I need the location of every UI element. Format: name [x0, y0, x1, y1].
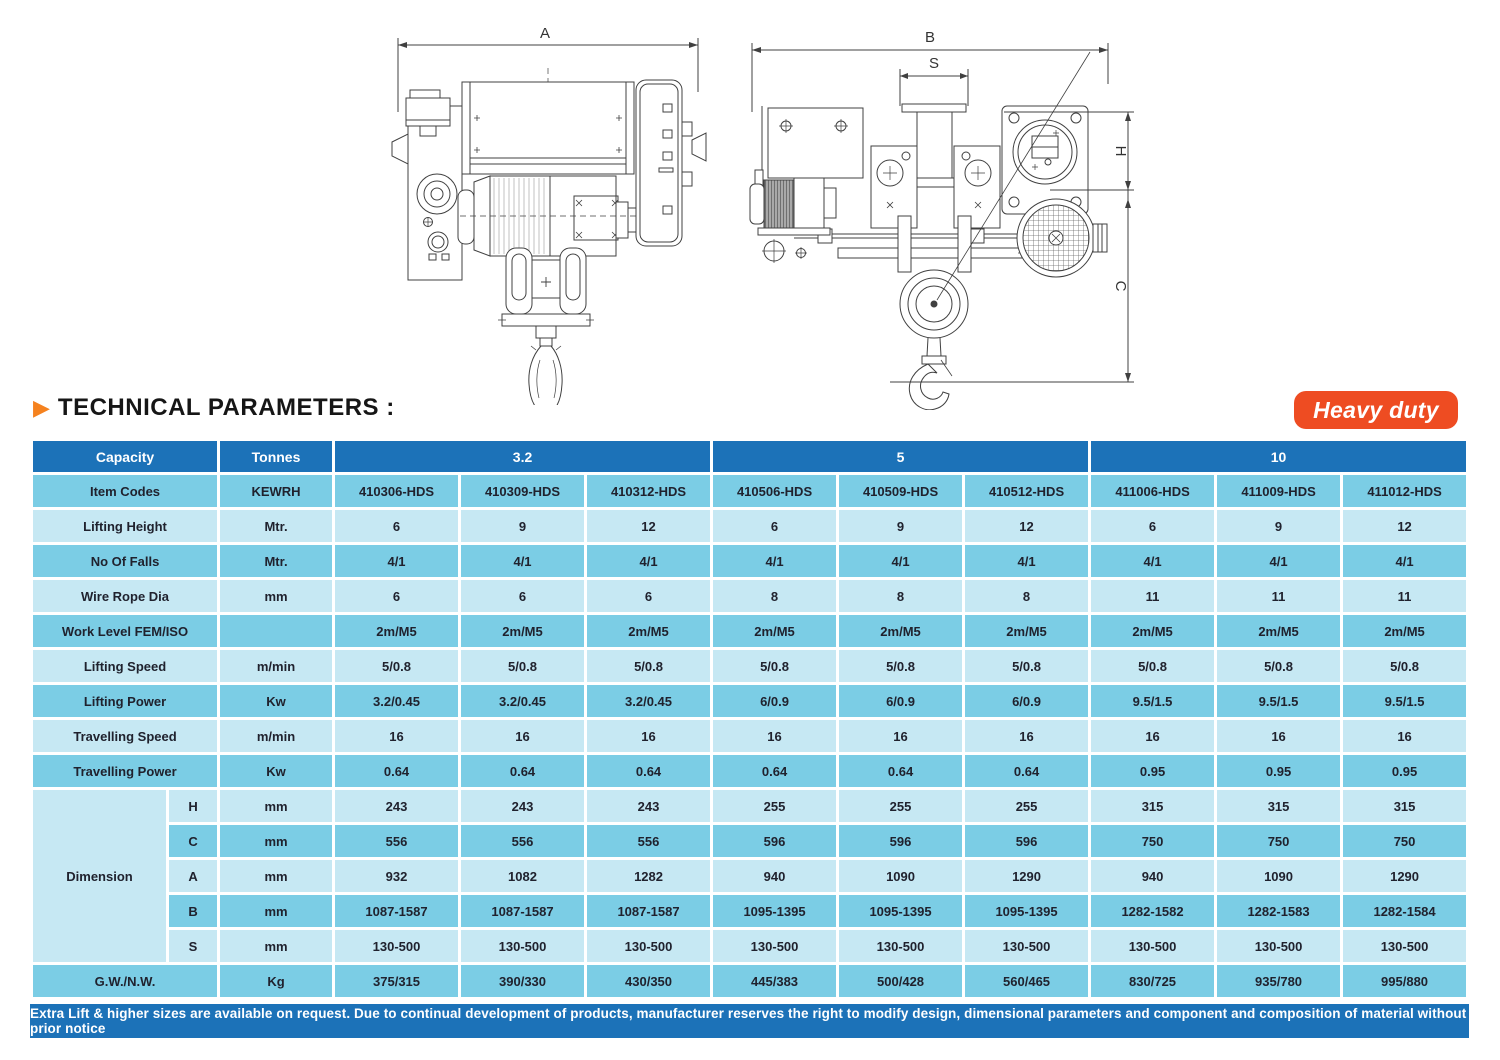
table-cell: 130-500: [1343, 930, 1466, 962]
row-unit: Kw: [220, 755, 332, 787]
table-row: [33, 860, 1466, 892]
table-cell: 3.2/0.45: [461, 685, 584, 717]
table-cell: 935/780: [1217, 965, 1340, 997]
table-cell: 11: [1343, 580, 1466, 612]
row-label: Travelling Speed: [33, 720, 217, 752]
table-cell: 8: [713, 580, 836, 612]
table-cell: 1282-1583: [1217, 895, 1340, 927]
orange-arrow-icon: ▶: [33, 395, 50, 420]
table-cell: 1095-1395: [839, 895, 962, 927]
table-cell: 1082: [461, 860, 584, 892]
table-row: [33, 895, 1466, 927]
table-cell: 9: [461, 510, 584, 542]
table-cell: 1290: [965, 860, 1088, 892]
table-cell: 5/0.8: [839, 650, 962, 682]
table-header-row: [33, 441, 1466, 472]
table-cell: 410509-HDS: [839, 475, 962, 507]
table-cell: 1290: [1343, 860, 1466, 892]
table-cell: 8: [839, 580, 962, 612]
table-cell: 6: [335, 580, 458, 612]
table-cell: 995/880: [1343, 965, 1466, 997]
table-cell: 375/315: [335, 965, 458, 997]
table-row: [33, 755, 1466, 787]
table-cell: 2m/M5: [713, 615, 836, 647]
hoist-front-view-drawing: [390, 20, 720, 405]
table-cell: 1282: [587, 860, 710, 892]
table-cell: 500/428: [839, 965, 962, 997]
table-row: [33, 650, 1466, 682]
table-cell: 255: [965, 790, 1088, 822]
table-cell: 411012-HDS: [1343, 475, 1466, 507]
table-row: [33, 720, 1466, 752]
table-cell: 130-500: [965, 930, 1088, 962]
row-unit: [220, 615, 332, 647]
table-cell: 243: [587, 790, 710, 822]
table-cell: 410312-HDS: [587, 475, 710, 507]
table-cell: 3.2/0.45: [587, 685, 710, 717]
table-row: [33, 545, 1466, 577]
table-cell: 5/0.8: [335, 650, 458, 682]
table-cell: 940: [1091, 860, 1214, 892]
table-cell: 9: [1217, 510, 1340, 542]
table-cell: 130-500: [1217, 930, 1340, 962]
section-title-row: [33, 394, 395, 422]
dim-label-h: H: [1112, 145, 1129, 157]
table-cell: 6/0.9: [713, 685, 836, 717]
row-unit: mm: [220, 860, 332, 892]
header-capacity: Capacity: [33, 441, 217, 472]
table-cell: 4/1: [713, 545, 836, 577]
dimension-label: Dimension: [33, 790, 166, 962]
table-cell: 0.64: [335, 755, 458, 787]
table-cell: 0.64: [965, 755, 1088, 787]
row-unit: Mtr.: [220, 545, 332, 577]
row-label: Travelling Power: [33, 755, 217, 787]
table-cell: 130-500: [335, 930, 458, 962]
technical-parameters-table: [30, 438, 1469, 1000]
table-cell: 2m/M5: [1217, 615, 1340, 647]
table-cell: 6: [461, 580, 584, 612]
table-row: [33, 580, 1466, 612]
header-group-3-2: 3.2: [335, 441, 710, 472]
table-cell: 255: [713, 790, 836, 822]
table-cell: 410306-HDS: [335, 475, 458, 507]
table-row: [33, 685, 1466, 717]
table-cell: 390/330: [461, 965, 584, 997]
table-cell: 750: [1217, 825, 1340, 857]
dim-label-s: S: [928, 55, 940, 72]
row-label: Lifting Height: [33, 510, 217, 542]
hoist-side-view-drawing: [738, 20, 1138, 410]
table-cell: 130-500: [461, 930, 584, 962]
table-cell: 445/383: [713, 965, 836, 997]
table-cell: 596: [839, 825, 962, 857]
row-sublabel: C: [169, 825, 217, 857]
table-row: [33, 510, 1466, 542]
table-cell: 0.95: [1217, 755, 1340, 787]
table-cell: 9.5/1.5: [1343, 685, 1466, 717]
table-cell: 315: [1343, 790, 1466, 822]
table-body: [33, 475, 1466, 997]
table-cell: 12: [587, 510, 710, 542]
table-cell: 12: [1343, 510, 1466, 542]
table-cell: 410506-HDS: [713, 475, 836, 507]
table-cell: 130-500: [839, 930, 962, 962]
table-cell: 1087-1587: [587, 895, 710, 927]
table-cell: 4/1: [1343, 545, 1466, 577]
table-cell: 255: [839, 790, 962, 822]
table-row: [33, 965, 1466, 997]
table-cell: 0.64: [713, 755, 836, 787]
table-cell: 130-500: [713, 930, 836, 962]
header-group-10: 10: [1091, 441, 1466, 472]
row-unit: mm: [220, 790, 332, 822]
table-cell: 4/1: [965, 545, 1088, 577]
table-cell: 411009-HDS: [1217, 475, 1340, 507]
table-cell: 3.2/0.45: [335, 685, 458, 717]
table-cell: 16: [1217, 720, 1340, 752]
table-cell: 1095-1395: [713, 895, 836, 927]
row-unit: Kw: [220, 685, 332, 717]
table-cell: 16: [1343, 720, 1466, 752]
table-cell: 5/0.8: [965, 650, 1088, 682]
table-cell: 2m/M5: [839, 615, 962, 647]
row-label: Lifting Power: [33, 685, 217, 717]
table-cell: 940: [713, 860, 836, 892]
row-label: Wire Rope Dia: [33, 580, 217, 612]
table-wrapper: [30, 438, 1469, 1000]
table-cell: 0.64: [587, 755, 710, 787]
row-unit: mm: [220, 930, 332, 962]
table-cell: 16: [587, 720, 710, 752]
table-cell: 16: [965, 720, 1088, 752]
table-cell: 315: [1217, 790, 1340, 822]
table-cell: 4/1: [839, 545, 962, 577]
table-cell: 2m/M5: [965, 615, 1088, 647]
table-cell: 6/0.9: [839, 685, 962, 717]
table-cell: 5/0.8: [1343, 650, 1466, 682]
table-cell: 0.95: [1091, 755, 1214, 787]
row-unit: Mtr.: [220, 510, 332, 542]
heavy-duty-badge: [1294, 391, 1458, 429]
table-cell: 4/1: [587, 545, 710, 577]
table-cell: 6: [713, 510, 836, 542]
table-cell: 5/0.8: [713, 650, 836, 682]
table-cell: 0.95: [1343, 755, 1466, 787]
table-cell: 9.5/1.5: [1091, 685, 1214, 717]
table-cell: 560/465: [965, 965, 1088, 997]
table-cell: 932: [335, 860, 458, 892]
table-cell: 2m/M5: [461, 615, 584, 647]
table-cell: 410309-HDS: [461, 475, 584, 507]
table-cell: 5/0.8: [1217, 650, 1340, 682]
header-group-5: 5: [713, 441, 1088, 472]
row-label: Work Level FEM/ISO: [33, 615, 217, 647]
table-cell: 16: [1091, 720, 1214, 752]
table-cell: 4/1: [335, 545, 458, 577]
table-cell: 1282-1582: [1091, 895, 1214, 927]
row-unit: KEWRH: [220, 475, 332, 507]
table-cell: 9.5/1.5: [1217, 685, 1340, 717]
row-unit: mm: [220, 825, 332, 857]
row-unit: mm: [220, 580, 332, 612]
table-cell: 315: [1091, 790, 1214, 822]
table-cell: 4/1: [461, 545, 584, 577]
table-cell: 8: [965, 580, 1088, 612]
row-sublabel: H: [169, 790, 217, 822]
table-cell: 6: [335, 510, 458, 542]
table-cell: 130-500: [587, 930, 710, 962]
dim-label-c: C: [1112, 280, 1129, 292]
table-cell: 16: [461, 720, 584, 752]
footnote-bar: Extra Lift & higher sizes are available on request. Due to continual development of products, manufacturer reserves the right to modify design, dimensional parameters and component and composition of material without prior notice: [30, 1004, 1469, 1038]
table-cell: 750: [1343, 825, 1466, 857]
table-cell: 6/0.9: [965, 685, 1088, 717]
table-cell: 556: [461, 825, 584, 857]
row-sublabel: A: [169, 860, 217, 892]
table-cell: 6: [587, 580, 710, 612]
table-cell: 5/0.8: [587, 650, 710, 682]
table-cell: 411006-HDS: [1091, 475, 1214, 507]
table-cell: 0.64: [839, 755, 962, 787]
table-cell: 750: [1091, 825, 1214, 857]
table-cell: 430/350: [587, 965, 710, 997]
table-cell: 12: [965, 510, 1088, 542]
table-cell: 1090: [839, 860, 962, 892]
table-cell: 16: [713, 720, 836, 752]
table-cell: 2m/M5: [335, 615, 458, 647]
table-cell: 243: [335, 790, 458, 822]
table-row: [33, 930, 1466, 962]
table-cell: 6: [1091, 510, 1214, 542]
row-sublabel: S: [169, 930, 217, 962]
table-cell: 2m/M5: [1091, 615, 1214, 647]
table-cell: 5/0.8: [1091, 650, 1214, 682]
page-title: TECHNICAL PARAMETERS :: [57, 394, 395, 421]
table-cell: 1090: [1217, 860, 1340, 892]
table-cell: 596: [713, 825, 836, 857]
table-cell: 9: [839, 510, 962, 542]
row-unit: m/min: [220, 720, 332, 752]
row-label: No Of Falls: [33, 545, 217, 577]
table-cell: 11: [1091, 580, 1214, 612]
row-label: Lifting Speed: [33, 650, 217, 682]
table-cell: 4/1: [1091, 545, 1214, 577]
heavy-duty-badge-label: Heavy duty: [1313, 396, 1439, 423]
header-tonnes: Tonnes: [220, 441, 332, 472]
row-unit: mm: [220, 895, 332, 927]
table-cell: 4/1: [1217, 545, 1340, 577]
table-row: [33, 790, 1466, 822]
table-cell: 243: [461, 790, 584, 822]
dim-label-b: B: [924, 29, 936, 46]
table-cell: 0.64: [461, 755, 584, 787]
table-cell: 830/725: [1091, 965, 1214, 997]
row-unit: Kg: [220, 965, 332, 997]
row-sublabel: B: [169, 895, 217, 927]
table-cell: 5/0.8: [461, 650, 584, 682]
table-cell: 556: [335, 825, 458, 857]
table-row: [33, 615, 1466, 647]
table-cell: 410512-HDS: [965, 475, 1088, 507]
table-cell: 596: [965, 825, 1088, 857]
table-cell: 16: [839, 720, 962, 752]
table-cell: 556: [587, 825, 710, 857]
table-row: [33, 825, 1466, 857]
table-cell: 11: [1217, 580, 1340, 612]
table-row: [33, 475, 1466, 507]
table-cell: 130-500: [1091, 930, 1214, 962]
table-cell: 1282-1584: [1343, 895, 1466, 927]
dim-label-a: A: [539, 25, 551, 42]
row-label: Item Codes: [33, 475, 217, 507]
row-label: G.W./N.W.: [33, 965, 217, 997]
table-cell: 2m/M5: [1343, 615, 1466, 647]
table-cell: 1087-1587: [461, 895, 584, 927]
table-cell: 1095-1395: [965, 895, 1088, 927]
table-cell: 1087-1587: [335, 895, 458, 927]
table-cell: 2m/M5: [587, 615, 710, 647]
table-cell: 16: [335, 720, 458, 752]
row-unit: m/min: [220, 650, 332, 682]
